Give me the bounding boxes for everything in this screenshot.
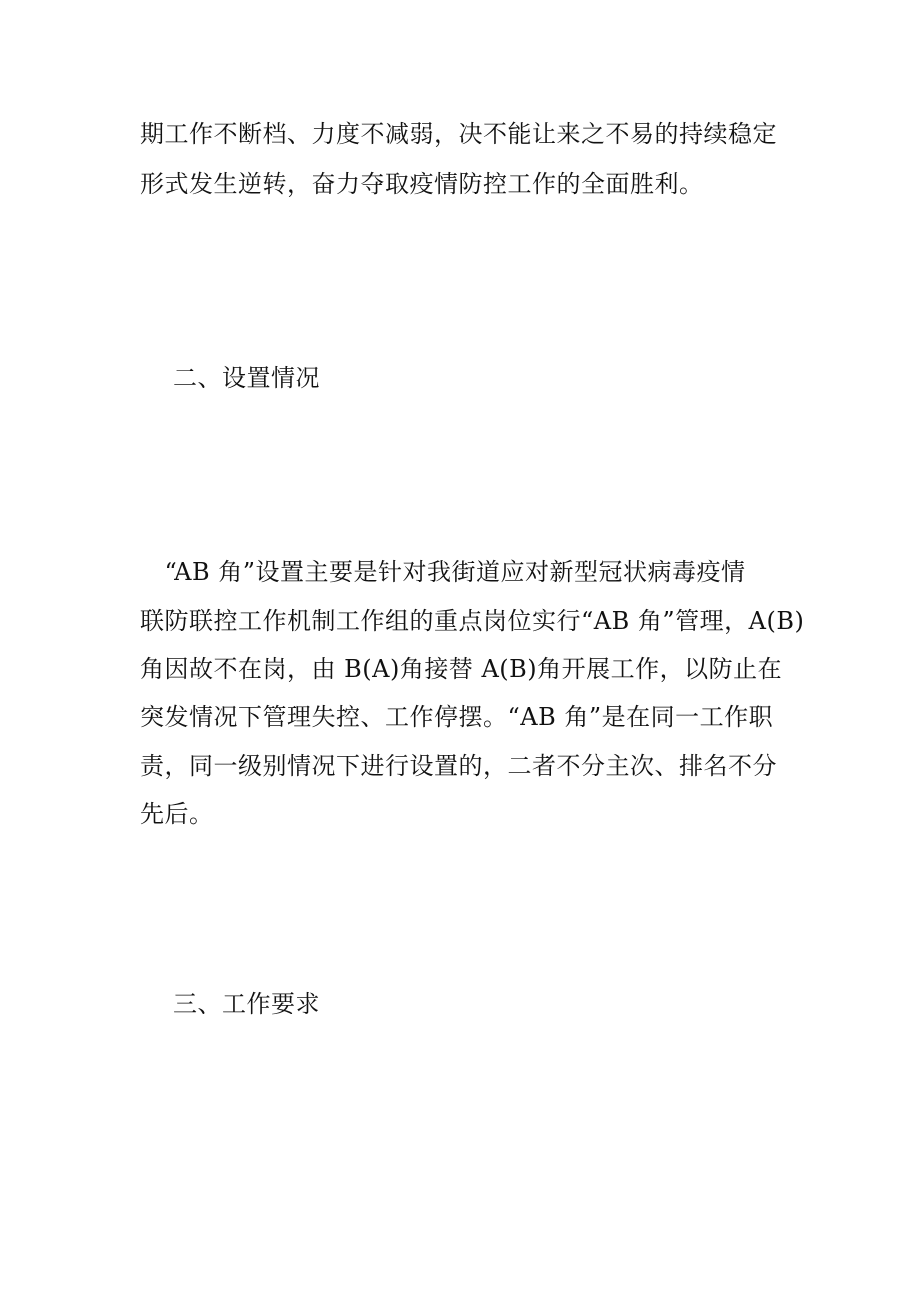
paragraph-line: “AB 角”设置主要是针对我街道应对新型冠状病毒疫情 [140,558,746,586]
paragraph-line: 突发情况下管理失控、工作停摆。“AB 角”是在同一工作职 [140,703,774,731]
paragraph-line: 责，同一级别情况下进行设置的，二者不分主次、排名不分 [140,752,777,780]
paragraph-line: 期工作不断档、力度不减弱，决不能让来之不易的持续稳定 [140,120,777,148]
paragraph-line: 角因故不在岗，由 B(A)角接替 A(B)角开展工作，以防止在 [140,655,783,683]
paragraph-line: 形式发生逆转，奋力夺取疫情防控工作的全面胜利。 [140,170,704,198]
section-heading-requirements: 三、工作要求 [173,990,320,1018]
paragraph-line: 联防联控工作机制工作组的重点岗位实行“AB 角”管理，A(B) [140,607,805,635]
section-heading-settings: 二、设置情况 [173,364,320,392]
paragraph-line: 先后。 [140,800,214,828]
